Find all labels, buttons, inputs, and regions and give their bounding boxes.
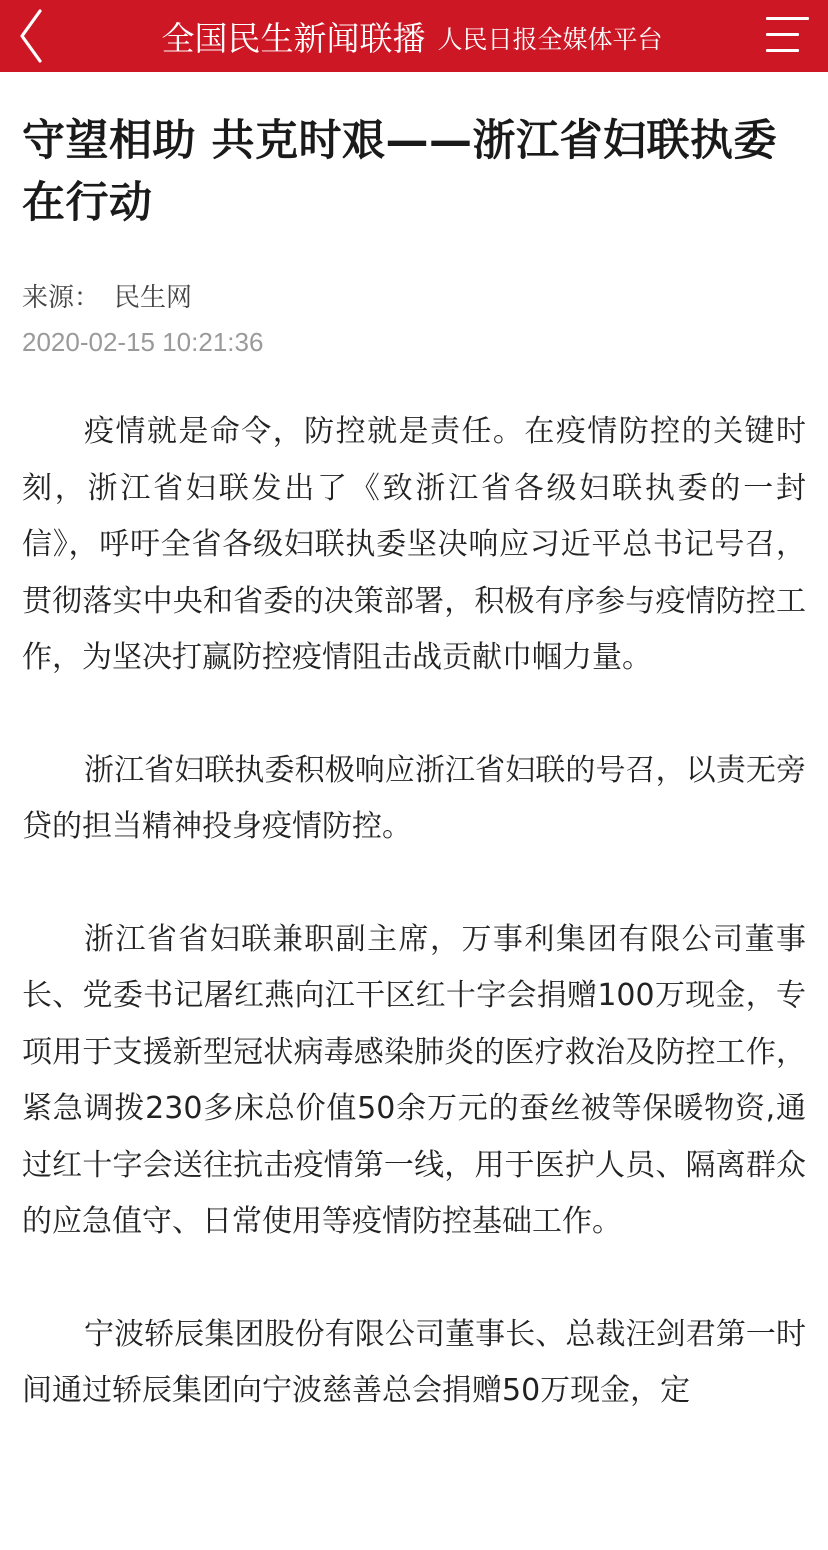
article-body: [22, 404, 806, 1420]
top-navigation-bar: [0, 0, 828, 72]
brand-subtitle: 人民日报全媒体平台: [437, 25, 663, 54]
source-label: 来源：: [22, 283, 101, 313]
article-paragraph: 浙江省省妇联兼职副主席，万事利集团有限公司董事长、党委书记屠红燕向江干区红十字会捐赠100万现金，专项用于支援新型冠状病毒感染肺炎的医疗救治及防控工作，紧急调拨230多床总价值50余万元的蚕丝被等保暖物资,通过红十字会送往抗击疫情第一线，用于医护人员、隔离群众的应急值守、日常使用等疫情防控基础工作。: [22, 921, 806, 1239]
article-paragraph: 浙江省妇联执委积极响应浙江省妇联的号召，以责无旁贷的担当精神投身疫情防控。: [22, 752, 806, 844]
article-source: [22, 280, 806, 316]
brand-title: [0, 0, 828, 72]
menu-button[interactable]: [764, 14, 810, 56]
article: [0, 110, 828, 1420]
article-title: 守望相助 共克时艰——浙江省妇联执委在行动: [22, 116, 777, 228]
brand-main-title: 全国民生新闻联播: [161, 18, 426, 58]
article-paragraph: 宁波轿辰集团股份有限公司董事长、总裁汪剑君第一时间通过轿辰集团向宁波慈善总会捐赠50万现金，定: [22, 1316, 806, 1408]
publish-datetime: 2020-02-15 10:21:36: [22, 327, 264, 357]
article-paragraph: 疫情就是命令，防控就是责任。在疫情防控的关键时刻，浙江省妇联发出了《致浙江省各级妇联执委的一封信》，呼吁全省各级妇联执委坚决响应习近平总书记号召，贯彻落实中央和省委的决策部署，积极有序参与疫情防控工作，为坚决打赢防控疫情阻击战贡献巾帼力量。: [22, 414, 806, 675]
source-value: 民生网: [114, 283, 193, 313]
